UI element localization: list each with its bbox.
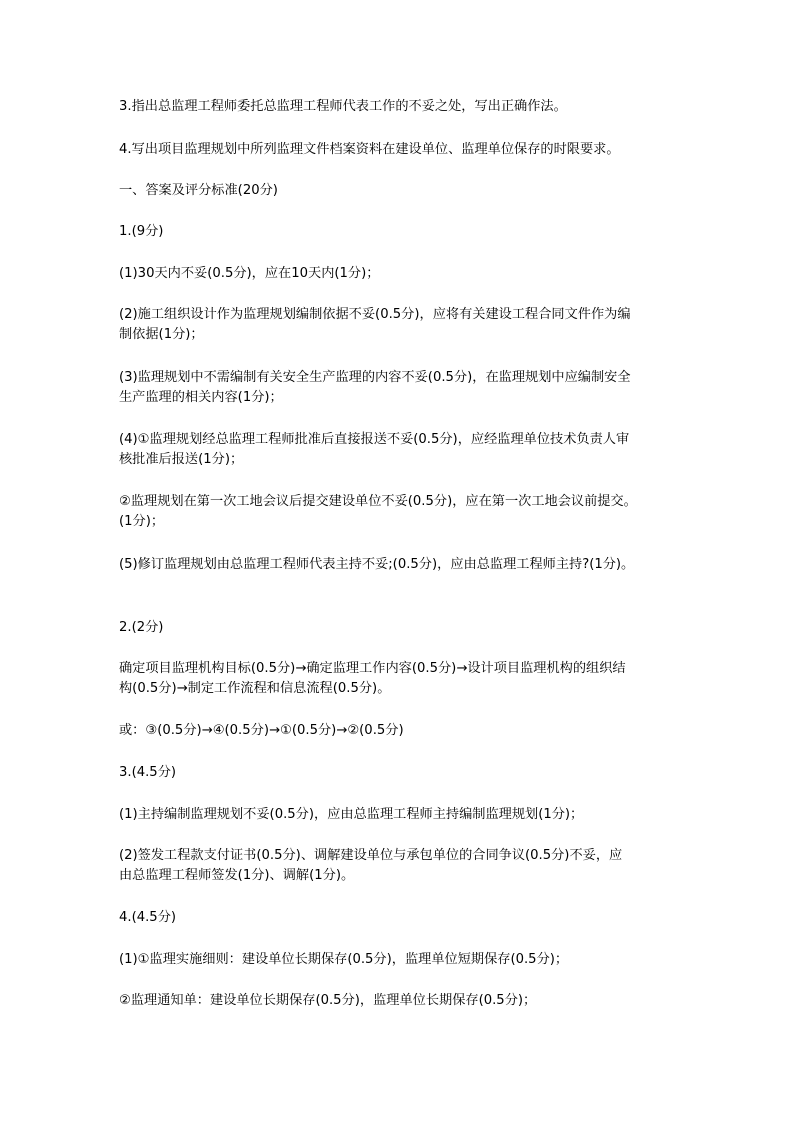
question-4: 4.写出项目监理规划中所列监理文件档案资料在建设单位、监理单位保存的时限要求。	[119, 142, 620, 157]
answer-1-item-4b-line-1: ②监理规划在第一次工地会议后提交建设单位不妥(0.5分)，应在第一次工地会议前提交。	[119, 494, 637, 509]
answer-1-heading: 1.(9分)	[119, 224, 164, 239]
answer-1-item-4a-line-1: (4)①监理规划经总监理工程师批准后直接报送不妥(0.5分)，应经监理单位技术负责人审	[119, 432, 630, 447]
answer-3-item-1: (1)主持编制监理规划不妥(0.5分)，应由总监理工程师主持编制监理规划(1分)；	[119, 807, 584, 822]
answer-4-heading: 4.(4.5分)	[119, 910, 177, 925]
answer-2-heading: 2.(2分)	[119, 620, 164, 635]
answer-4-item-1a: (1)①监理实施细则：建设单位长期保存(0.5分)，监理单位短期保存(0.5分)；	[119, 952, 569, 967]
answer-3-item-2-line-1: (2)签发工程款支付证书(0.5分)、调解建设单位与承包单位的合同争议(0.5分)不妥，应	[119, 848, 623, 863]
answer-2-item-1-line-1: 确定项目监理机构目标(0.5分)→确定监理工作内容(0.5分)→设计项目监理机构的组织结	[119, 661, 626, 676]
answer-4-item-1b: ②监理通知单：建设单位长期保存(0.5分)，监理单位长期保存(0.5分)；	[119, 993, 537, 1008]
answer-heading: 一、答案及评分标准(20分)	[119, 183, 278, 198]
answer-1-item-4b-line-2: (1分)；	[119, 514, 165, 529]
answer-1-item-1: (1)30天内不妥(0.5分)，应在10天内(1分)；	[119, 266, 380, 281]
question-3: 3.指出总监理工程师委托总监理工程师代表工作的不妥之处，写出正确作法。	[119, 99, 567, 114]
answer-1-item-2-line-1: (2)施工组织设计作为监理规划编制依据不妥(0.5分)，应将有关建设工程合同文件作为编	[119, 307, 631, 322]
answer-3-item-2-line-2: 由总监理工程师签发(1分)、调解(1分)。	[119, 868, 355, 883]
answer-1-item-2-line-2: 制依据(1分)；	[119, 327, 204, 342]
answer-1-item-3-line-2: 生产监理的相关内容(1分)；	[119, 390, 283, 405]
answer-3-heading: 3.(4.5分)	[119, 765, 177, 780]
answer-1-item-5: (5)修订监理规划由总监理工程师代表主持不妥;(0.5分)，应由总监理工程师主持?(1分)。	[119, 557, 635, 572]
answer-2-item-1-line-2: 构(0.5分)→制定工作流程和信息流程(0.5分)。	[119, 681, 391, 696]
answer-1-item-3-line-1: (3)监理规划中不需编制有关安全生产监理的内容不妥(0.5分)，在监理规划中应编制安全	[119, 370, 631, 385]
answer-1-item-4a-line-2: 核批准后报送(1分)；	[119, 452, 244, 467]
answer-2-item-2: 或：③(0.5分)→④(0.5分)→①(0.5分)→②(0.5分)	[119, 723, 404, 738]
